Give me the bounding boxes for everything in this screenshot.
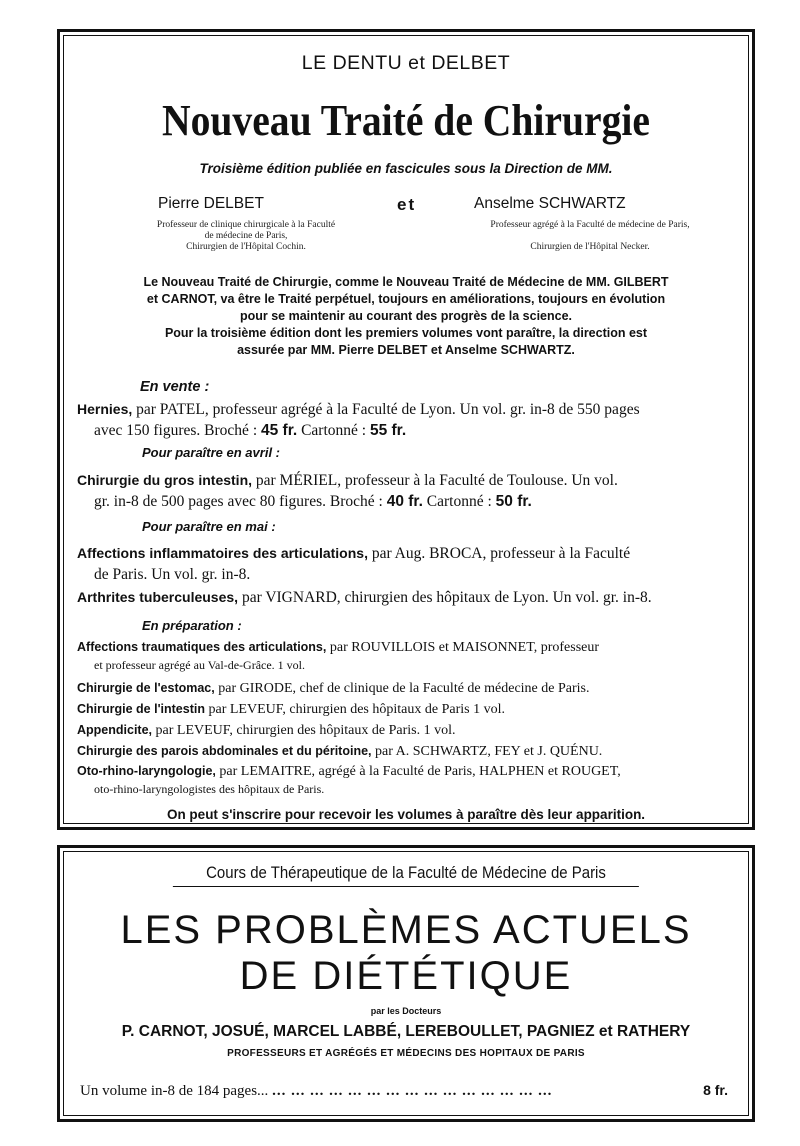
subtitle: Troisième édition publiée en fascicules sous la Direction de MM. <box>199 161 613 176</box>
entry-affections-inflammatoires: Affections inflammatoires des articulations, par Aug. BROCA, professeur à la Faculté de Paris. Un vol. gr. in-8. <box>77 545 631 583</box>
prep-item: Chirurgie de l'intestin par LEVEUF, chirurgien des hôpitaux de Paris 1 vol. <box>77 702 505 717</box>
prep-item: Affections traumatiques des articulations, par ROUVILLOIS et MAISONNET, professeur et professeur agrégé au Val-de-Grâce. 1 vol. <box>77 640 600 672</box>
director2-name: Anselme SCHWARTZ <box>474 195 626 212</box>
dietetique-advertisement <box>57 845 755 1122</box>
volume-info: Un volume in-8 de 184 pages... ... ... ... ... ... ... ... ... ... ... ... ... ... ... ... <box>80 1083 553 1099</box>
volume-price: 8 fr. <box>703 1082 728 1098</box>
subscription-note: On peut s'inscrire pour recevoir les volumes à paraître dès leur apparition. <box>166 807 646 822</box>
course-heading: Cours de Thérapeutique de la Faculté de Médecine de Paris <box>173 863 639 887</box>
section-preparation: En préparation : <box>142 618 242 633</box>
entry-gros-intestin: Chirurgie du gros intestin, par MÉRIEL, professeur à la Faculté de Toulouse. Un vol. gr. in-8 de 500 pages avec 80 figures. Broché : 40 fr. Cartonné : 50 fr. <box>77 472 618 510</box>
book-authors: P. CARNOT, JOSUÉ, MARCEL LABBÉ, LEREBOULLET, PAGNIEZ et RATHERY <box>121 1023 691 1040</box>
authors-affiliation: PROFESSEURS ET AGRÉGÉS ET MÉDECINS DES HOPITAUX DE PARIS <box>227 1048 585 1059</box>
section-mai: Pour paraître en mai : <box>142 519 276 534</box>
prep-item: Appendicite, par LEVEUF, chirurgien des hôpitaux de Paris. 1 vol. <box>77 723 456 738</box>
entry-arthrites: Arthrites tuberculeuses, par VIGNARD, chirurgien des hôpitaux de Lyon. Un vol. gr. in-8. <box>77 589 652 606</box>
prep-item: Chirurgie de l'estomac, par GIRODE, chef de clinique de la Faculté de médecine de Paris. <box>77 681 590 696</box>
section-avril: Pour paraître en avril : <box>142 445 280 460</box>
conjunction-et: et <box>397 195 417 214</box>
director1-title: Professeur de clinique chirurgicale à la Faculté de médecine de Paris, Chirurgien de l'Hôpital Cochin. <box>156 220 336 252</box>
intro-paragraph: Le Nouveau Traité de Chirurgie, comme le Nouveau Traité de Médecine de MM. GILBERT et CARNOT, va être le Traité perpétuel, toujours en améliorations, toujours en évolution pour se maintenir au courant des progrès de la science. Pour la troisième édition dont les premiers volumes vont paraître, la direction est assurée par MM. Pierre DELBET et Anselme SCHWARTZ. <box>143 275 669 357</box>
book-title-line1: LES PROBLÈMES ACTUELS <box>120 908 692 952</box>
entry-hernies: Hernies, par PATEL, professeur agrégé à la Faculté de Lyon. Un vol. gr. in-8 de 550 pages avec 150 figures. Broché : 45 fr. Cartonné : 55 fr. <box>77 401 640 439</box>
prep-item: Chirurgie des parois abdominales et du péritoine, par A. SCHWARTZ, FEY et J. QUÉNU. <box>77 744 603 759</box>
by-doctors: par les Docteurs <box>370 1006 442 1016</box>
director1-name: Pierre DELBET <box>158 195 264 212</box>
section-en-vente: En vente : <box>140 379 210 395</box>
authors-heading: LE DENTU et DELBET <box>301 52 511 74</box>
page-title: Nouveau Traité de Chirurgie <box>161 96 650 145</box>
director2-title: Professeur agrégé à la Faculté de médecine de Paris, Chirurgien de l'Hôpital Necker. <box>490 220 690 252</box>
book-title-line2: DE DIÉTÉTIQUE <box>239 954 573 998</box>
traite-advertisement <box>57 29 755 830</box>
prep-item: Oto-rhino-laryngologie, par LEMAITRE, agrégé à la Faculté de Paris, HALPHEN et ROUGET, oto-rhino-laryngologistes des hôpitaux de Paris. <box>77 764 621 796</box>
